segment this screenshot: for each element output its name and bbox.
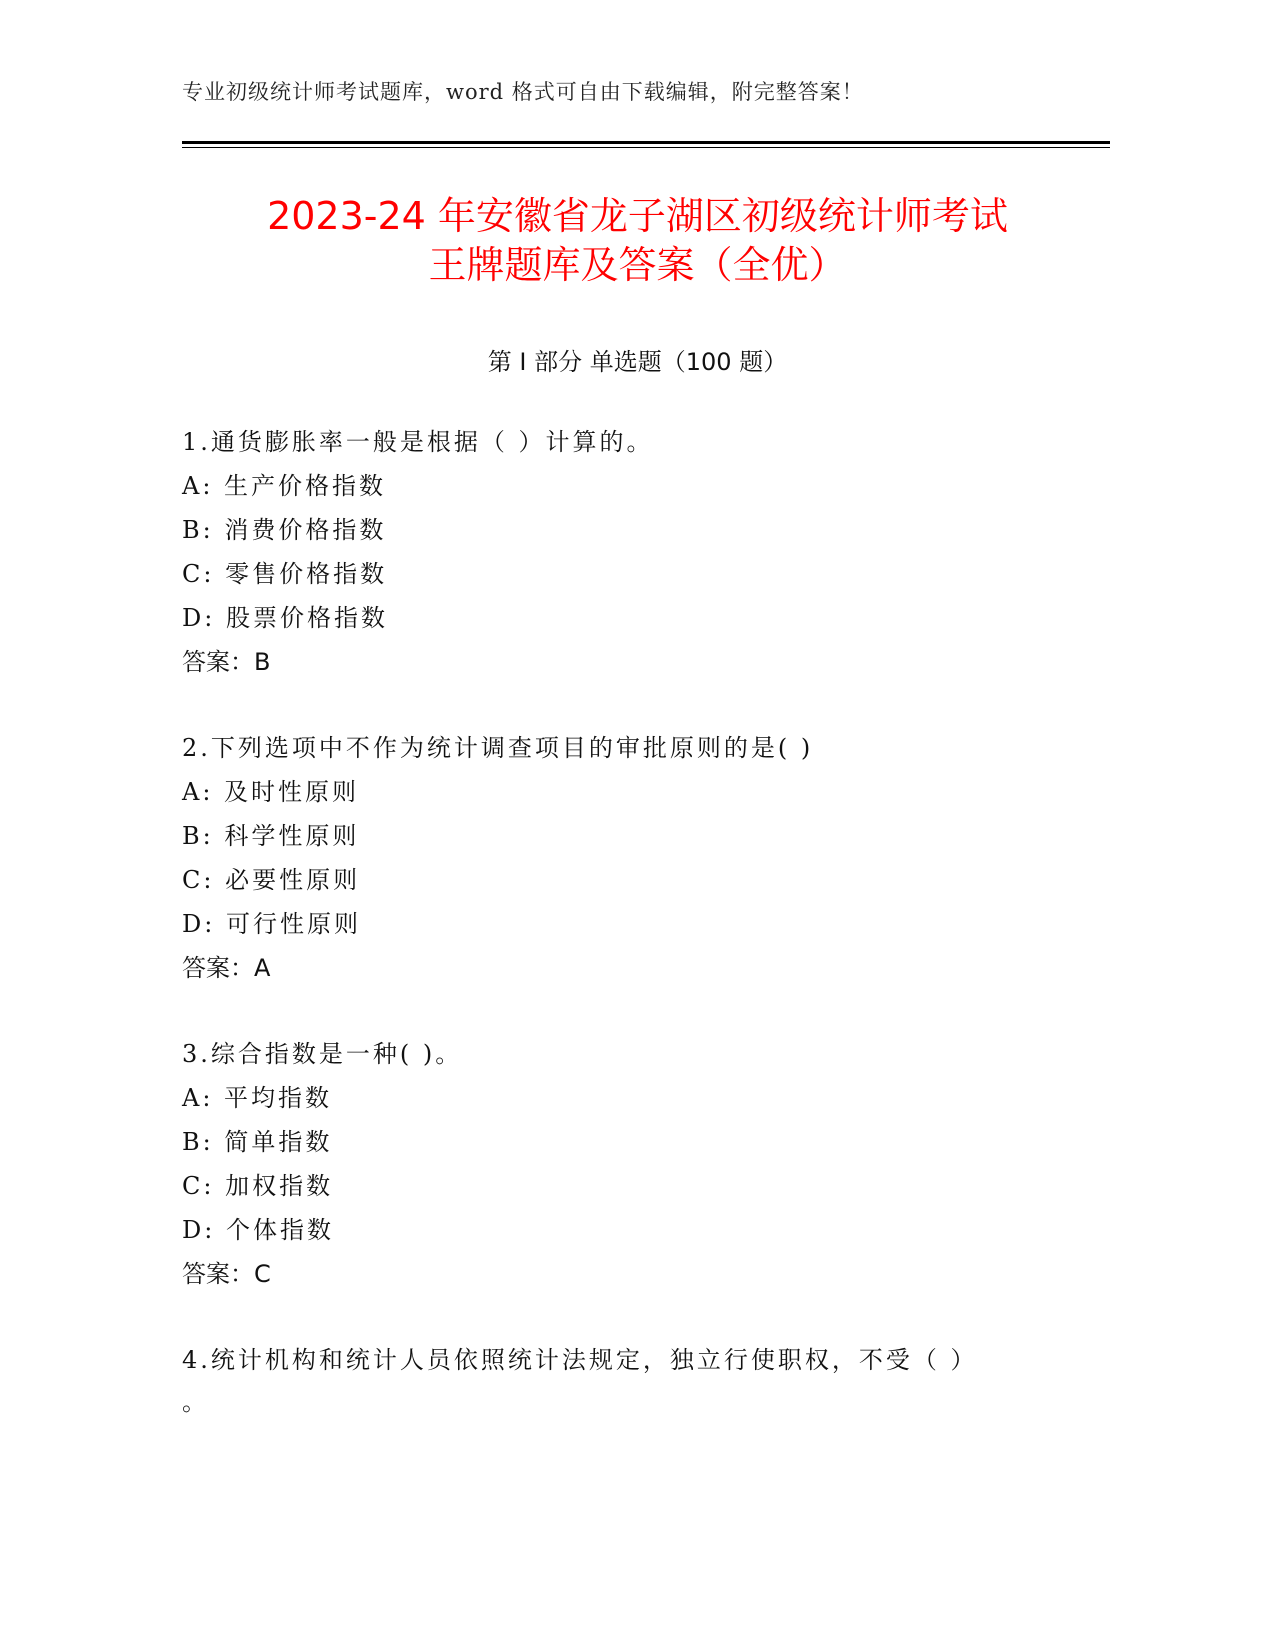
title-line-1: 2023-24 年安徽省龙子湖区初级统计师考试 [267, 194, 1008, 238]
option-a: A: 生产价格指数 [182, 472, 387, 500]
answer: 答案：B [182, 648, 271, 676]
header-rule-thin [182, 147, 1110, 148]
option-b: B: 简单指数 [182, 1128, 333, 1156]
question-stem-continuation: 。 [182, 1388, 206, 1416]
question-stem: 1.通货膨胀率一般是根据（ ）计算的。 [182, 428, 654, 456]
question-2 [182, 726, 1082, 990]
section-heading: 第 I 部分 单选题（100 题） [487, 348, 788, 376]
option-a: A: 平均指数 [182, 1084, 333, 1112]
question-4 [182, 1338, 1082, 1422]
question-3 [182, 1032, 1082, 1296]
question-1 [182, 420, 1082, 684]
question-stem: 4.统计机构和统计人员依照统计法规定，独立行使职权，不受（ ） [182, 1346, 978, 1374]
title-line-2: 王牌题库及答案（全优） [428, 243, 847, 287]
question-stem: 3.综合指数是一种( )。 [182, 1040, 463, 1068]
option-b: B: 科学性原则 [182, 822, 360, 850]
answer: 答案：C [182, 1260, 271, 1288]
header-note: 专业初级统计师考试题库，word 格式可自由下载编辑，附完整答案！ [182, 80, 864, 104]
option-c: C: 零售价格指数 [182, 560, 388, 588]
question-stem: 2.下列选项中不作为统计调查项目的审批原则的是( ) [182, 734, 814, 762]
option-b: B: 消费价格指数 [182, 516, 387, 544]
document-title [150, 192, 1125, 290]
option-d: D: 股票价格指数 [182, 604, 388, 632]
option-d: D: 可行性原则 [182, 910, 361, 938]
option-c: C: 加权指数 [182, 1172, 334, 1200]
header-rule-thick [182, 141, 1110, 144]
answer: 答案：A [182, 954, 271, 982]
option-a: A: 及时性原则 [182, 778, 360, 806]
option-d: D: 个体指数 [182, 1216, 334, 1244]
option-c: C: 必要性原则 [182, 866, 361, 894]
